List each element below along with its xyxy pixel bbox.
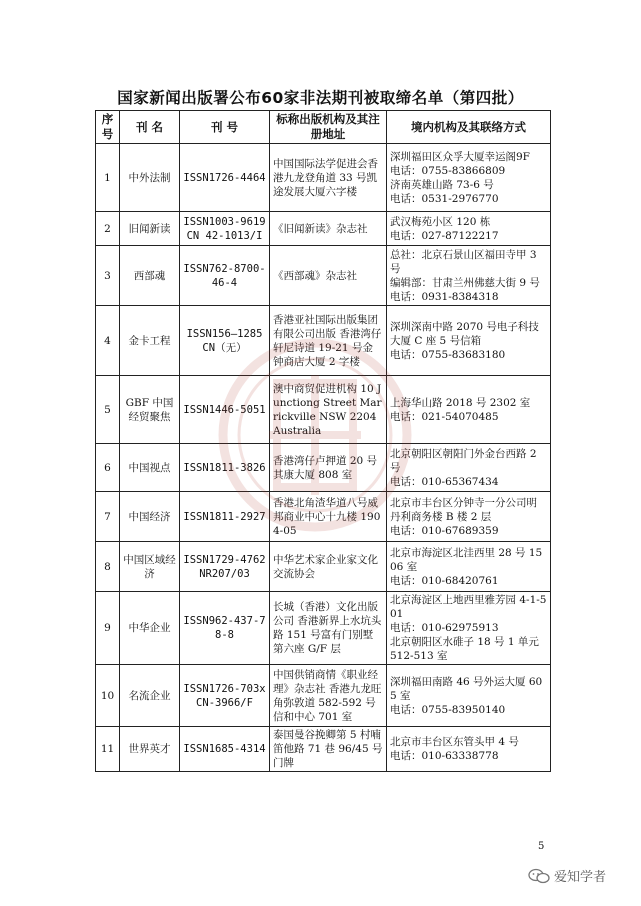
publisher-address: 中国国际法学促进会香港九龙登角道 33 号凯途发展大厦六字楼 bbox=[270, 144, 387, 212]
domestic-contact bbox=[387, 492, 551, 542]
domestic-contact bbox=[387, 376, 551, 444]
issn-number: ISSN762-8700-46-4 bbox=[180, 246, 270, 306]
issn-number: ISSN1729-4762 NR207/03 bbox=[180, 542, 270, 592]
watermark bbox=[528, 866, 606, 885]
contact-line: 电话：0931-8384318 bbox=[390, 290, 499, 303]
header-org: 标称出版机构及其注册地址 bbox=[270, 111, 387, 144]
row-number: 3 bbox=[96, 246, 120, 306]
journal-name: 西部魂 bbox=[120, 246, 180, 306]
publisher-address: 香港湾仔卢押道 20 号其康大厦 808 室 bbox=[270, 444, 387, 492]
publication-table bbox=[95, 110, 551, 772]
table-body bbox=[96, 144, 551, 772]
page-number: 5 bbox=[538, 841, 545, 852]
publisher-address: 澳中商贸促进机构 10 Junctiong Street Marrickville NSW 2204 Australia bbox=[270, 376, 387, 444]
domestic-contact bbox=[387, 212, 551, 246]
publisher-address: 中国供销商情《职业经理》杂志社 香港九龙旺角弥敦道 582-592 号信和中心 701 室 bbox=[270, 665, 387, 727]
issn-number: ISSN156—1285 CN（无） bbox=[180, 306, 270, 376]
journal-name: 旧闻新读 bbox=[120, 212, 180, 246]
table-row bbox=[96, 592, 551, 665]
table-row bbox=[96, 306, 551, 376]
row-number: 4 bbox=[96, 306, 120, 376]
contact-line: 北京市丰台区东管头甲 4 号 bbox=[390, 736, 519, 748]
domestic-contact bbox=[387, 444, 551, 492]
domestic-contact bbox=[387, 246, 551, 306]
contact-line: 电话：021-54070485 bbox=[390, 410, 499, 423]
header-name: 刊 名 bbox=[120, 111, 180, 144]
issn-number: ISSN1811-3826 bbox=[180, 444, 270, 492]
contact-line: 电话：0755-83866809 bbox=[390, 164, 506, 177]
row-number: 10 bbox=[96, 665, 120, 727]
issn-number: ISSN1726-4464 bbox=[180, 144, 270, 212]
journal-name: 中外法制 bbox=[120, 144, 180, 212]
journal-name: 金卡工程 bbox=[120, 306, 180, 376]
row-number: 6 bbox=[96, 444, 120, 492]
contact-line: 电话：010-65367434 bbox=[390, 475, 499, 488]
issn-number: ISSN1446-5051 bbox=[180, 376, 270, 444]
issn-number: ISSN1685-4314 bbox=[180, 727, 270, 772]
journal-name: 世界英才 bbox=[120, 727, 180, 772]
header-num: 序号 bbox=[96, 111, 120, 144]
issn-number: ISSN1003-9619 CN 42-1013/I bbox=[180, 212, 270, 246]
contact-line: 电话：010-62975913 bbox=[390, 622, 499, 634]
row-number: 11 bbox=[96, 727, 120, 772]
domestic-contact bbox=[387, 665, 551, 727]
issn-number: ISSN962-437-78-8 bbox=[180, 592, 270, 665]
wechat-icon bbox=[528, 868, 550, 884]
table-row bbox=[96, 444, 551, 492]
contact-line: 北京市丰台区分钟寺一分公司明丹利商务楼 B 楼 2 层 bbox=[390, 496, 537, 523]
row-number: 9 bbox=[96, 592, 120, 665]
table-row bbox=[96, 727, 551, 772]
row-number: 7 bbox=[96, 492, 120, 542]
contact-line: 北京朝阳区朝阳门外金台西路 2 号 bbox=[390, 447, 537, 474]
contact-line: 电话：0755-83950140 bbox=[390, 703, 506, 716]
contact-line: 电话：010-63338778 bbox=[390, 750, 499, 762]
document-title: 国家新闻出版署公布60家非法期刊被取缔名单（第四批） bbox=[117, 89, 524, 107]
publisher-address: 香港亚社国际出版集团有限公司出版 香港湾仔轩尼诗道 19-21 号金钟商店大厦 2 字楼 bbox=[270, 306, 387, 376]
contact-line: 电话：0755-83683180 bbox=[390, 348, 506, 361]
domestic-contact bbox=[387, 542, 551, 592]
domestic-contact bbox=[387, 727, 551, 772]
publisher-address: 《旧闻新读》杂志社 bbox=[270, 212, 387, 246]
contact-line: 深圳深南中路 2070 号电子科技大厦 C 座 5 号信箱 bbox=[390, 320, 539, 347]
journal-name: 中国区域经济 bbox=[120, 542, 180, 592]
journal-name: 中国经济 bbox=[120, 492, 180, 542]
table-row bbox=[96, 144, 551, 212]
contact-line: 深圳福田区众孚大厦幸运阁9F bbox=[390, 150, 530, 163]
row-number: 8 bbox=[96, 542, 120, 592]
contact-line: 北京海淀区上地西里雅芳园 4-1-501 bbox=[390, 594, 547, 620]
publisher-address: 长城（香港）文化出版公司 香港新界上水坑头路 151 号富有门别墅第六座 G/F 层 bbox=[270, 592, 387, 665]
contact-line: 北京朝阳区水碓子 18 号 1 单元 512-513 室 bbox=[390, 636, 539, 662]
domestic-contact bbox=[387, 592, 551, 665]
issn-number: ISSN1726-703x CN-3966/F bbox=[180, 665, 270, 727]
contact-line: 电话：010-67689359 bbox=[390, 524, 499, 537]
contact-line: 电话：027-87122217 bbox=[390, 229, 499, 242]
contact-line: 总社：北京石景山区福田寺甲 3 号 bbox=[390, 248, 537, 275]
journal-name: 中华企业 bbox=[120, 592, 180, 665]
publisher-address: 泰国曼谷挽卿第 5 村喃笛他路 71 巷 96/45 号门牌 bbox=[270, 727, 387, 772]
header-issn: 刊 号 bbox=[180, 111, 270, 144]
table-row bbox=[96, 376, 551, 444]
table-header-row bbox=[96, 111, 551, 144]
table-row bbox=[96, 246, 551, 306]
table-row bbox=[96, 542, 551, 592]
contact-line: 武汉梅苑小区 120 栋 bbox=[390, 215, 491, 228]
journal-name: 名流企业 bbox=[120, 665, 180, 727]
issn-number: ISSN1811-2927 bbox=[180, 492, 270, 542]
table-row bbox=[96, 665, 551, 727]
contact-line: 电话：0531-2976770 bbox=[390, 192, 499, 205]
row-number: 2 bbox=[96, 212, 120, 246]
domestic-contact bbox=[387, 144, 551, 212]
watermark-text: 爱知学者 bbox=[554, 870, 607, 885]
contact-line: 电话：010-68420761 bbox=[390, 574, 499, 587]
table-row bbox=[96, 492, 551, 542]
publisher-address: 《西部魂》杂志社 bbox=[270, 246, 387, 306]
contact-line: 编辑部：甘肃兰州佛慈大街 9 号 bbox=[390, 276, 540, 289]
domestic-contact bbox=[387, 306, 551, 376]
header-contact: 境内机构及其联络方式 bbox=[387, 111, 551, 144]
contact-line: 济南英雄山路 73-6 号 bbox=[390, 178, 494, 191]
row-number: 1 bbox=[96, 144, 120, 212]
contact-line: 北京市海淀区北洼西里 28 号 1506 室 bbox=[390, 546, 543, 573]
table-row bbox=[96, 212, 551, 246]
contact-line: 上海华山路 2018 号 2302 室 bbox=[390, 396, 531, 409]
contact-line: 深圳福田南路 46 号外运大厦 605 室 bbox=[390, 675, 543, 702]
publisher-address: 香港北角渣华道八号威邦商业中心十九楼 1904-05 bbox=[270, 492, 387, 542]
publisher-address: 中华艺术家企业家文化交流协会 bbox=[270, 542, 387, 592]
row-number: 5 bbox=[96, 376, 120, 444]
journal-name: GBF 中国经贸聚焦 bbox=[120, 376, 180, 444]
journal-name: 中国视点 bbox=[120, 444, 180, 492]
